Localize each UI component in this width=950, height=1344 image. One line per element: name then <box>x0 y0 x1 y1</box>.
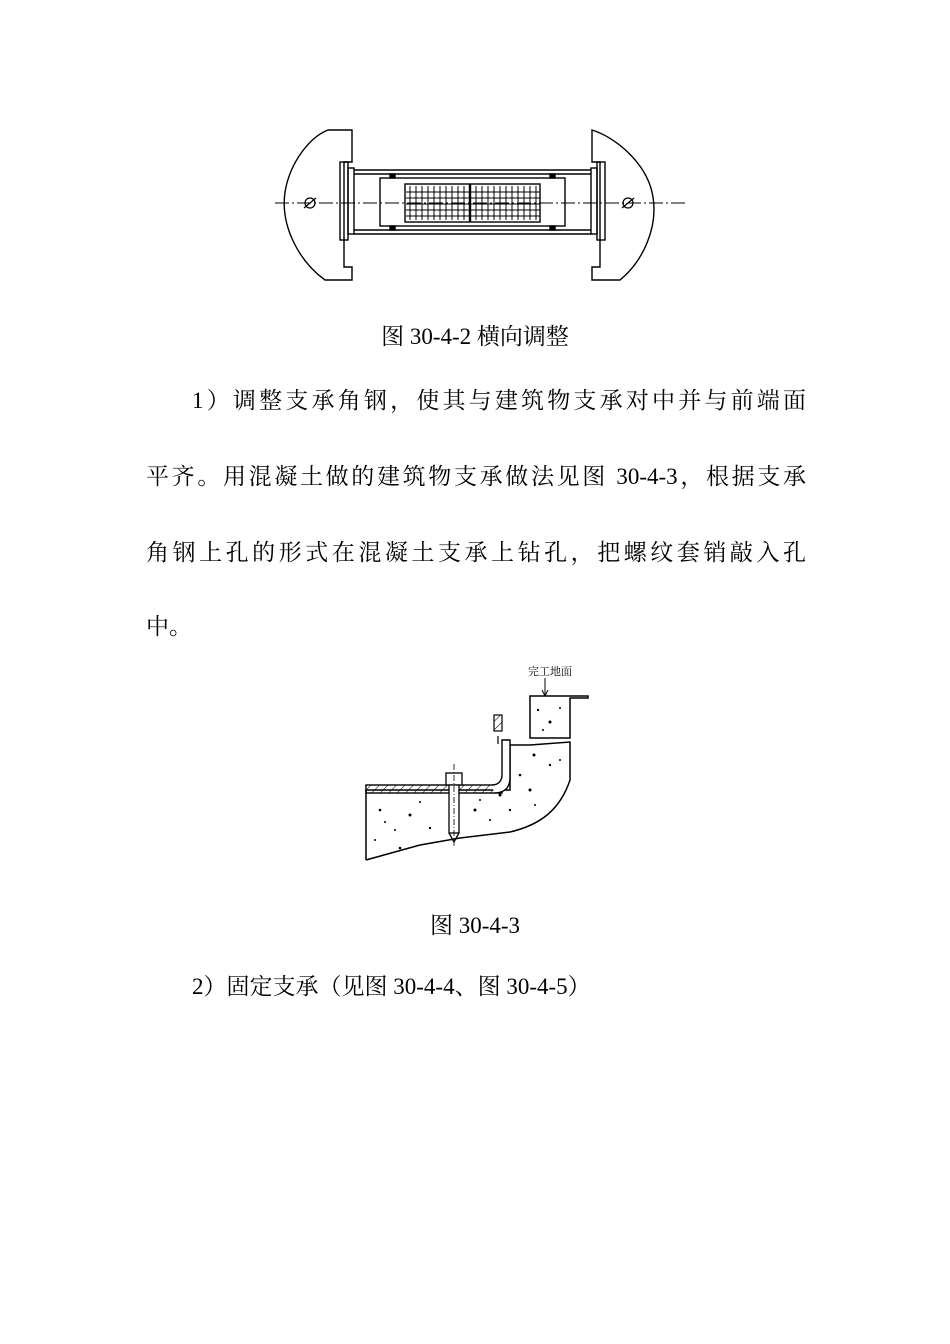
paragraph-line: 角钢上孔的形式在混凝土支承上钻孔，把螺纹套销敲入孔 <box>146 540 806 565</box>
figure-30-4-2-drawing <box>270 122 690 287</box>
paragraph-line: 中。 <box>146 614 192 639</box>
figure-caption: 图 30-4-2 横向调整 <box>381 324 569 349</box>
paragraph-line: 1）调整支承角钢，使其与建筑物支承对中并与前端面 <box>192 388 806 413</box>
ground-label: 完工地面 <box>528 665 572 678</box>
figure-30-4-3-drawing <box>360 660 590 870</box>
figure-caption: 图 30-4-3 <box>429 913 521 938</box>
paragraph-line: 2）固定支承（见图 30-4-4、图 30-4-5） <box>192 974 591 999</box>
paragraph-line: 平齐。用混凝土做的建筑物支承做法见图 30-4-3，根据支承 <box>146 464 806 489</box>
